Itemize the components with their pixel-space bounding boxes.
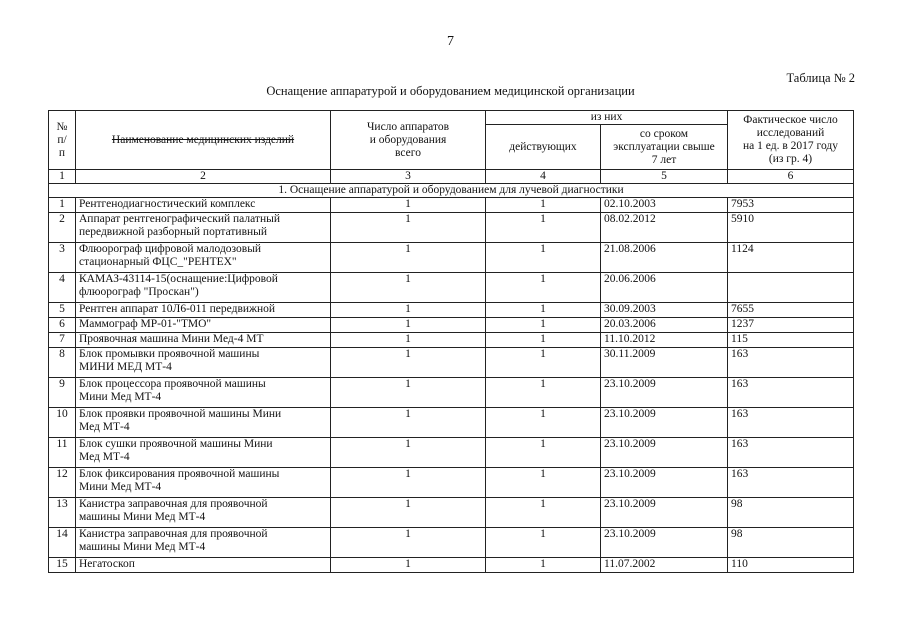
row-name-line: Блок промывки проявочной машины: [79, 348, 260, 360]
header-over7-line: со сроком: [639, 127, 689, 140]
row-date: 23.10.2009: [601, 528, 728, 558]
row-name: [76, 558, 331, 573]
row-name-line: Мед МТ-4: [79, 451, 130, 463]
table-row: [49, 408, 854, 438]
header-actual-line: на 1 ед. в 2017 году: [743, 140, 838, 152]
row-name-line: флюорограф "Проскан"): [79, 286, 199, 298]
row-total: 1: [331, 273, 486, 303]
row-date: 11.07.2002: [601, 558, 728, 573]
row-working: 1: [486, 273, 601, 303]
table-row: [49, 378, 854, 408]
row-studies: 163: [728, 408, 854, 438]
row-name: [76, 198, 331, 213]
row-studies: 7655: [728, 303, 854, 318]
row-number: 5: [49, 303, 76, 318]
row-name: [76, 468, 331, 498]
row-number: 12: [49, 468, 76, 498]
header-num: [49, 111, 76, 170]
row-number: 15: [49, 558, 76, 573]
row-studies: 115: [728, 333, 854, 348]
row-name: [76, 528, 331, 558]
row-name-line: машины Мини Мед МТ-4: [79, 511, 206, 523]
row-total: 1: [331, 348, 486, 378]
row-total: 1: [331, 498, 486, 528]
row-name: [76, 348, 331, 378]
row-number: 6: [49, 318, 76, 333]
row-name-line: Аппарат рентгенографический палатный: [79, 213, 280, 225]
section-row: [49, 184, 854, 198]
row-number: 9: [49, 378, 76, 408]
table-row: [49, 558, 854, 573]
table-row: [49, 243, 854, 273]
header-name-text: Наименование медицинских изделий: [111, 133, 295, 146]
row-number: 7: [49, 333, 76, 348]
header-actual-line: (из гр. 4): [768, 153, 813, 165]
table-row: [49, 303, 854, 318]
row-number: 14: [49, 528, 76, 558]
header-over7: [601, 125, 728, 170]
row-date: 23.10.2009: [601, 408, 728, 438]
header-actual-line: Фактическое число: [743, 114, 838, 126]
table-row: [49, 528, 854, 558]
header-num-line: №: [56, 120, 68, 133]
row-studies: 163: [728, 468, 854, 498]
row-name-line: Блок проявки проявочной машины Мини: [79, 408, 282, 420]
row-number: 10: [49, 408, 76, 438]
column-number: 3: [331, 170, 486, 184]
row-working: 1: [486, 243, 601, 273]
row-name-line: Блок процессора проявочной машины: [79, 378, 266, 390]
row-working: 1: [486, 468, 601, 498]
table-row: [49, 468, 854, 498]
header-over7-line: 7 лет: [651, 153, 677, 166]
row-name-line: Рентгенодиагностический комплекс: [79, 198, 256, 210]
row-total: 1: [331, 303, 486, 318]
header-count-line: и оборудования: [369, 133, 447, 146]
row-date: 21.08.2006: [601, 243, 728, 273]
row-date: 23.10.2009: [601, 498, 728, 528]
row-total: 1: [331, 558, 486, 573]
row-name-line: передвижной разборный портативный: [79, 226, 268, 238]
row-working: 1: [486, 213, 601, 243]
row-number: 2: [49, 213, 76, 243]
table-row: [49, 273, 854, 303]
row-name-line: Маммограф МР-01-"ТМО": [79, 318, 212, 330]
header-num-line: п/: [57, 133, 67, 146]
row-name: [76, 318, 331, 333]
row-studies: 7953: [728, 198, 854, 213]
column-number: 5: [601, 170, 728, 184]
row-date: 23.10.2009: [601, 378, 728, 408]
row-number: 3: [49, 243, 76, 273]
column-number: 4: [486, 170, 601, 184]
row-studies: 163: [728, 348, 854, 378]
row-name-line: Флюорограф цифровой малодозовый: [79, 243, 262, 255]
page-number: 7: [447, 34, 454, 49]
row-total: 1: [331, 528, 486, 558]
row-number: 1: [49, 198, 76, 213]
row-working: 1: [486, 438, 601, 468]
row-working: 1: [486, 348, 601, 378]
row-number: 4: [49, 273, 76, 303]
table-row: [49, 438, 854, 468]
section-title: 1. Оснащение аппаратурой и оборудованием для лучевой диагностики: [49, 184, 854, 198]
row-number: 13: [49, 498, 76, 528]
header-over7-line: эксплуатации свыше: [613, 140, 715, 153]
row-total: 1: [331, 333, 486, 348]
row-working: 1: [486, 333, 601, 348]
row-name-line: машины Мини Мед МТ-4: [79, 541, 206, 553]
row-name-line: Канистра заправочная для проявочной: [79, 528, 268, 540]
row-total: 1: [331, 198, 486, 213]
row-studies: 163: [728, 378, 854, 408]
row-name: [76, 498, 331, 528]
row-date: 11.10.2012: [601, 333, 728, 348]
header-count: [331, 111, 486, 170]
row-total: 1: [331, 213, 486, 243]
row-studies: 163: [728, 438, 854, 468]
row-date: 20.06.2006: [601, 273, 728, 303]
header-working: действующих: [486, 125, 601, 170]
row-total: 1: [331, 468, 486, 498]
row-total: 1: [331, 438, 486, 468]
row-name-line: Проявочная машина Мини Мед-4 МТ: [79, 333, 264, 345]
row-studies: 5910: [728, 213, 854, 243]
row-total: 1: [331, 408, 486, 438]
table-row: [49, 498, 854, 528]
row-name-line: Блок сушки проявочной машины Мини: [79, 438, 273, 450]
row-name-line: стационарный ФЦС_"РЕНТЕХ": [79, 256, 237, 268]
row-studies: 1124: [728, 243, 854, 273]
table-row: [49, 198, 854, 213]
row-name-line: Негатоскоп: [79, 558, 135, 570]
row-date: 23.10.2009: [601, 468, 728, 498]
row-studies: [728, 273, 854, 303]
row-date: 30.09.2003: [601, 303, 728, 318]
row-working: 1: [486, 198, 601, 213]
row-name: [76, 438, 331, 468]
row-working: 1: [486, 558, 601, 573]
row-name-line: КАМАЗ-43114-15(оснащение:Цифровой: [79, 273, 278, 285]
table-row: [49, 333, 854, 348]
table-row: [49, 318, 854, 333]
row-name: [76, 273, 331, 303]
row-date: 30.11.2009: [601, 348, 728, 378]
column-number: 2: [76, 170, 331, 184]
table-body: [49, 198, 854, 573]
row-total: 1: [331, 318, 486, 333]
column-number: 6: [728, 170, 854, 184]
row-studies: 98: [728, 528, 854, 558]
header-count-line: всего: [395, 146, 421, 159]
row-name-line: Мини Мед МТ-4: [79, 481, 162, 493]
row-name-line: МИНИ МЕД МТ-4: [79, 361, 172, 373]
row-studies: 98: [728, 498, 854, 528]
row-total: 1: [331, 243, 486, 273]
row-studies: 1237: [728, 318, 854, 333]
row-number: 8: [49, 348, 76, 378]
header-actual-line: исследований: [756, 127, 825, 139]
row-date: 02.10.2003: [601, 198, 728, 213]
header-name: [76, 111, 331, 170]
row-name: [76, 333, 331, 348]
row-working: 1: [486, 498, 601, 528]
row-name-line: Канистра заправочная для проявочной: [79, 498, 268, 510]
table-label: Таблица № 2: [786, 71, 855, 85]
row-total: 1: [331, 378, 486, 408]
row-name-line: Блок фиксирования проявочной машины: [79, 468, 280, 480]
row-number: 11: [49, 438, 76, 468]
row-name: [76, 213, 331, 243]
row-name-line: Мед МТ-4: [79, 421, 130, 433]
row-working: 1: [486, 303, 601, 318]
row-name: [76, 303, 331, 318]
table-row: [49, 213, 854, 243]
row-name: [76, 378, 331, 408]
table-row: [49, 348, 854, 378]
row-working: 1: [486, 318, 601, 333]
row-name: [76, 243, 331, 273]
header-actual: [728, 111, 854, 170]
row-name-line: Мини Мед МТ-4: [79, 391, 162, 403]
row-working: 1: [486, 408, 601, 438]
column-number-row: [49, 170, 854, 184]
header-num-line: п: [58, 146, 66, 159]
column-number: 1: [49, 170, 76, 184]
row-name-line: Рентген аппарат 10Л6-011 передвижной: [79, 303, 276, 315]
row-date: 23.10.2009: [601, 438, 728, 468]
header-of-them: из них: [486, 111, 728, 125]
equipment-table: [48, 110, 854, 573]
row-date: 08.02.2012: [601, 213, 728, 243]
header-count-line: Число аппаратов: [366, 120, 450, 133]
row-working: 1: [486, 528, 601, 558]
row-studies: 110: [728, 558, 854, 573]
document-title: Оснащение аппаратурой и оборудованием медицинской организации: [266, 84, 635, 98]
row-name: [76, 408, 331, 438]
row-working: 1: [486, 378, 601, 408]
row-date: 20.03.2006: [601, 318, 728, 333]
